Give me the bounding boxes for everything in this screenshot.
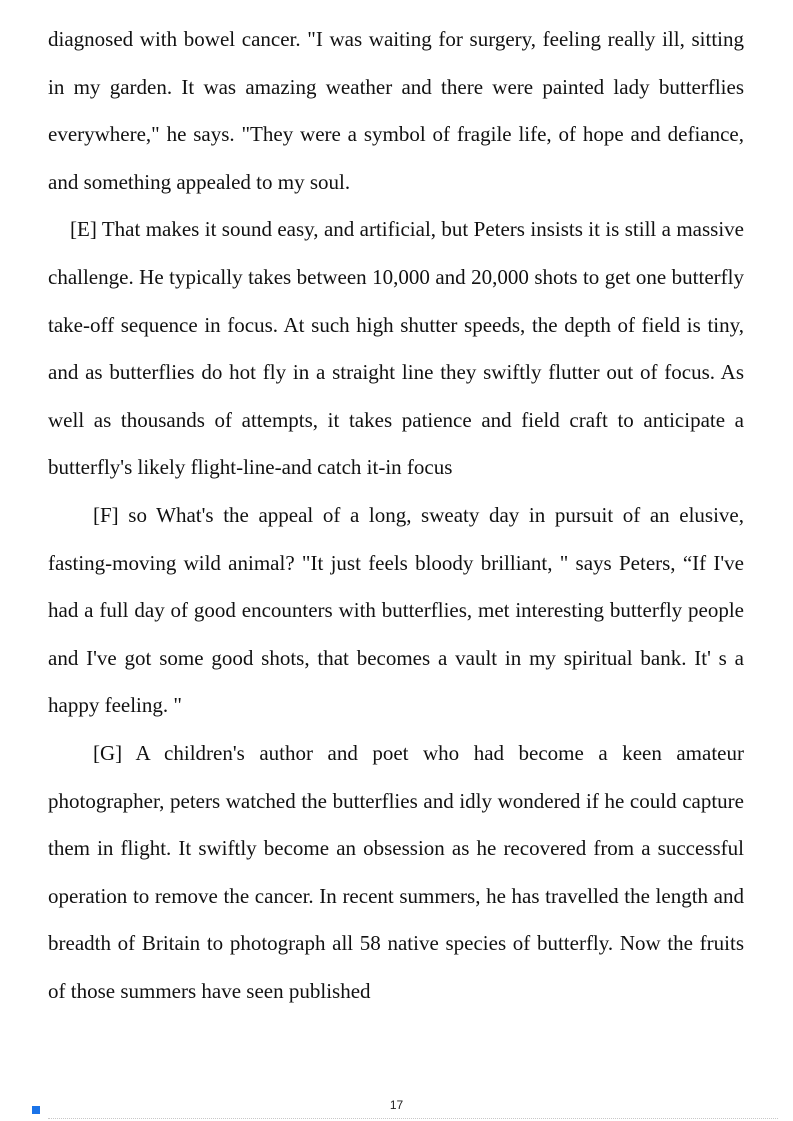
footer-divider — [48, 1118, 778, 1119]
paragraph-e: [E] That makes it sound easy, and artificial, but Peters insists it is still a massive challenge. He typically takes between 10,000 and 20,000 shots to get one butterfly take-off sequence in focus. At such high shutter speeds, the depth of field is tiny, and as butterflies do hot fly in a straight line they swiftly flutter out of focus. As well as thousands of attempts, it takes patience and field craft to anticipate a butterfly's likely flight-line-and catch it-in focus — [48, 217, 744, 480]
paragraph-continued: diagnosed with bowel cancer. "I was waiting for surgery, feeling really ill, sitting in my garden. It was amazing weather and there were painted lady butterflies everywhere," he says. "They were a symbol of fragile life, of hope and defiance, and something appealed to my soul. — [48, 27, 744, 194]
paragraph-f: [F] so What's the appeal of a long, sweaty day in pursuit of an elusive, fasting-moving wild animal? "It just feels bloody brilliant, " says Peters, “If I've had a full day of good encounters with butterflies, met interesting butterfly people and I've got some good shots, that becomes a vault in my spiritual bank. It' s a happy feeling. " — [48, 502, 744, 718]
page-number: 17 — [389, 1098, 404, 1112]
paragraph-g: [G] A children's author and poet who had become a keen amateur photographer, peters watched the butterflies and idly wondered if he could capture them in flight. It swiftly become an obsession as he recovered from a successful operation to remove the cancer. In recent summers, he has travelled the length and breadth of Britain to photograph all 58 native species of butterfly. Now the fruits of those summers have seen published — [48, 740, 744, 1003]
article-body — [48, 16, 744, 1015]
